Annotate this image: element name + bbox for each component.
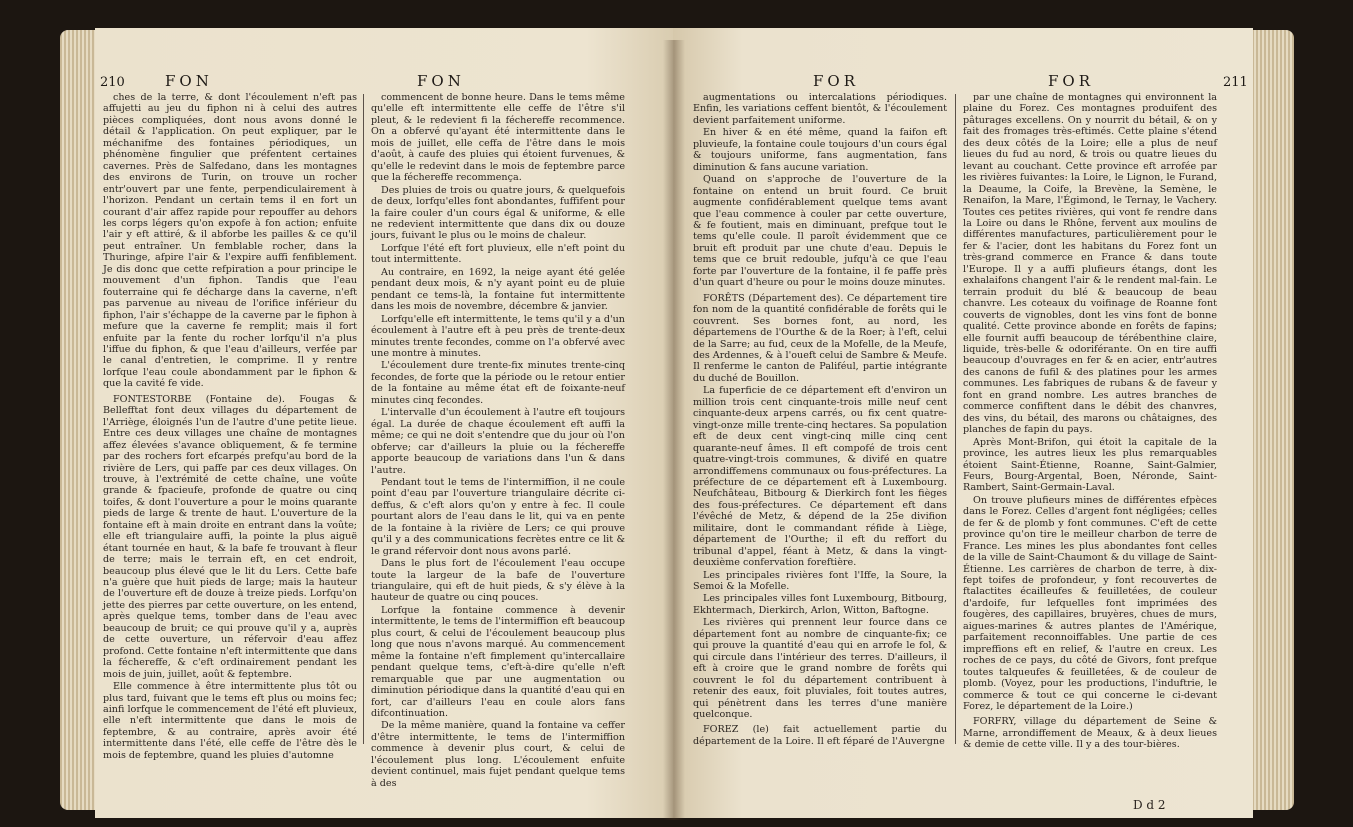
paragraph: L'écoulement dure trente-fix minutes trente-cinq fecondes, de forte que la période ou le retour entier de la fontaine au même état eft de foixante-neuf minutes cinq fecondes. [371,360,625,406]
paragraph: Pendant tout le tems de l'intermiffion, il ne coule point d'eau par l'ouverture triangulaire décrite ci-deffus, & c'eft alors qu'on y entre à fec. Il coule pourtant alors de l'eau dans le lit, qui va en pente de la fontaine à la rivière de Lers; ce qui prouve qu'il y a des communications fecrètes entre ce lit & le grand réfervoir dont nous avons parlé. [371,476,625,557]
paragraph: Lorfque la fontaine commence à devenir intermittente, le tems de l'intermiffion eft beaucoup plus court, & celui de l'écoulement beaucoup plus long que nous n'avons marqué. Au commencement même la fontaine n'eft fimplement qu'intercallaire pendant quelque tems, c'eft-à-dire qu'elle n'eft remarquable que par une augmentation ou diminution périodique dans la quantité d'eau qui en fort, car d'ailleurs l'eau en coule alors fans difcontinuation. [371,604,625,720]
paragraph: Des pluies de trois ou quatre jours, & quelquefois de deux, lorfqu'elles font abondantes, fuffifent pour la faire couler d'un cours égal & uniforme, & elle ne redevient intermittente que dans dix ou douze jours, fuivant le plus ou le moins de chaleur. [371,184,625,242]
paragraph: Les rivières qui prennent leur fource dans ce département font au nombre de cinquante-fix; ce qui prouve la quantité d'eau qui en arrofe le fol, & qui circule dans l'intérieur des terres. D'ailleurs, il eft à croire que le grand nombre de forêts qui couvrent le fol du département contribuent à retenir des eaux, foit pluviales, foit toutes autres, qui pénètrent dans les terres d'une manière quelconque. [693,617,947,721]
paragraph: FOREZ (le) fait actuellement partie du département de la Loire. Il eft féparé de l'Auvergne [693,724,947,747]
paragraph: Les principales rivières font l'Iffe, la Soure, la Semoi & la Mofelle. [693,569,947,593]
paragraph: On trouve plufieurs mines de différentes efpèces dans le Forez. Celles d'argent font négligées; celles de fer & de plomb y font communes. C'eft de cette province qu'on tire le meilleur charbon de terre de France. Les mines les plus abondantes font celles de la ville de Saint-Chaumont & du village de Saint-Étienne. Les carrières de charbon de terre, à dix-fept toifes de profondeur, y font recouvertes de ftalactites écailleufes & feuilletées, de couleur d'ardoife, fur lefquelles font imprimées des fougères, des capillaires, bruyères, chues de murs, aigues-marines & autres plantes de l'Amérique, parfaitement reconnoiffables. Une partie de ces impreffions eft en relief, & l'autre en creux. Les roches de ce pays, du côté de Givors, font prefque toutes talqueufes & feuilletées, & de couleur de plomb. (Voyez, pour les productions, l'induftrie, le commerce & tout ce qui concerne le ci-devant Forez, le département de la Loire.) [963,494,1217,713]
paragraph: FORFRY, village du département de Seine & Marne, arrondiffement de Meaux, & à deux lieues & demie de cette ville. Il y a des tour-bières. [963,716,1217,751]
paragraph: commencent de bonne heure. Dans le tems même qu'elle eft intermittente elle ceffe de l'être s'il pleut, & le redevient fi la féchereffe recommence. On a obfervé qu'ayant été intermittente dans le mois de juillet, elle ceffa de l'être dans le mois d'août, à caufe des pluies qui étoient furvenues, & qu'elle le redevint dans le mois de feptembre parce que la féchereffe recommença. [371,92,625,184]
left-page-number: 210 [100,75,125,90]
paragraph: De la même manière, quand la fontaine va ceffer d'être intermittente, le tems de l'intermiffion commence à devenir plus court, & celui de l'écoulement plus long. L'écoulement enfuite devient continuel, mais fujet pendant quelque tems à des [371,720,625,789]
paragraph: La fuperficie de ce département eft d'environ un million trois cent cinquante-trois mille neuf cent cinquante-deux arpens carrés, ou fix cent quatre-vingt-onze mille trente-cinq hectares. Sa population eft de deux cent vingt-cinq mille cinq cent quarante-neuf âmes. Il eft compofé de trois cent quatre-vingt-trois communes, & divifé en quatre arrondiffemens communaux ou fous-préfectures. La préfecture de ce département eft à Luxembourg. Neufchâteau, Bitbourg & Dierkirch font les fièges des fous-préfectures. Ce département eft dans l'évêché de Metz, & dépend de la 25e divifion militaire, dont le commandant réfide à Liège, département de l'Ourthe; il eft du reffort du tribunal d'appel, féant à Metz, & dans la vingt-deuxième confervation foreftière. [693,385,947,569]
right-page-number: 211 [1223,75,1248,90]
paragraph: ches de la terre, & dont l'écoulement n'eft pas affujetti au jeu du fiphon ni à celui des autres pièces compliquées, dont nous avons donné le détail & l'application. On peut expliquer, par le méchanifme des fontaines périodiques, un phénomène fingulier que préfentent certaines cavernes. Près de Salfedano, dans les montagnes des environs de Turin, on trouve un rocher entr'ouvert par une fente, perpendiculairement à l'horizon. Pendant un certain tems il en fort un courant d'air affez rapide pour repouffer au dehors les corps légers qu'on expofe à fon action; enfuite l'air y eft attiré, & il abforbe les pailles & ce qu'il peut entraîner. Un femblable rocher, dans la Thuringe, afpire l'air & l'expire auffi fenfiblement. Je dis donc que cette refpiration a pour principe le mouvement d'un fiphon. Tandis que l'eau fouterraine qui fe décharge dans la caverne, n'eft pas parvenue au niveau de l'orifice inférieur du fiphon, l'air s'échappe de la caverne par le fiphon à mefure que la caverne fe remplit; mais il fort enfuite par la fente du rocher lorfqu'il n'a plus l'iffue du fiphon, & que l'eau d'ailleurs, verfée par le canal d'entretien, le comprime. Il y rentre lorfque l'eau coule abondamment par le fiphon & que la cavité fe vide. [103,92,357,390]
left-column-2 [371,92,625,790]
paragraph: Lorfque l'été eft fort pluvieux, elle n'eft point du tout intermittente. [371,242,625,266]
paragraph: augmentations ou intercalations périodiques. Enfin, les variations ceffent bientôt, & l'écoulement devient parfaitement uniforme. [693,92,947,126]
paragraph: Lorfqu'elle eft intermittente, le tems qu'il y a d'un écoulement à l'autre eft à peu près de trente-deux minutes trente fecondes, comme on l'a obfervé avec une montre à minutes. [371,313,625,359]
paragraph: FONTESTORBE (Fontaine de). Fougas & Bellefftat font deux villages du département de l'Arriège, éloignés l'un de l'autre d'une petite lieue. Entre ces deux villages une chaîne de montagnes affez élevées s'avance obliquement, & fe termine par des rochers fort efcarpés prefqu'au bord de la rivière de Lers, qui paffe par ces deux villages. On trouve, à l'extrémité de cette chaîne, une voûte grande & fpacieufe, profonde de quatre ou cinq toifes, & dont l'ouverture a pour le moins quarante pieds de large & trente de haut. L'ouverture de la fontaine eft à main droite en entrant dans la voûte; elle eft triangulaire auffi, la pointe la plus aiguë étant tournée en haut, & la bafe fe trouvant à fleur de terre; mais le terrain eft, en cet endroit, beaucoup plus élevé que le lit du Lers. Cette bafe n'a guère que huit pieds de large; mais la hauteur de l'ouverture eft de douze à treize pieds. Lorfqu'on jette des pierres par cette ouverture, on les entend, après quelque tems, tomber dans de l'eau avec beaucoup de bruit; ce qui prouve qu'il y a, auprès de cette ouverture, un réfervoir d'eau affez profond. Cette fontaine n'eft intermittente que dans la féchereffe, & c'eft ordinairement pendant les mois de juin, juillet, août & feptembre. [103,393,357,680]
book-edge-left [60,30,100,810]
right-column-2 [963,92,1217,752]
paragraph: par une chaîne de montagnes qui environnent la plaine du Forez. Ces montagnes produifent des pâturages excellens. On y nourrit du bétail, & on y fait des fromages très-eftimés. Cette plaine s'étend des deux côtés de la Loire; elle a plus de neuf lieues du fud au nord, & trois ou quatre lieues du levant au couchant. Cette province eft arrofée par les rivières fuivantes: la Loire, le Lignon, le Furand, la Deaume, la Coife, la Brevène, la Semène, le Renaifon, la Mare, l'Égimond, le Ternay, le Vachery. Toutes ces petites rivières, qui vont fe rendre dans la Loire ou dans le Rhône, fervent aux moulins de différentes manufactures, particulièrement pour le fer & l'acier, dont les habitans du Forez font un très-grand commerce en France & dans toute l'Europe. Il y a auffi plufieurs étangs, dont les exhalaifons changent l'air & le rendent mal-fain. Le terrain produit du blé & beaucoup de beau chanvre. Les coteaux du voifinage de Roanne font couverts de vignobles, dont les vins font de bonne qualité. Cette province abonde en forêts de fapins; elle fournit auffi beaucoup de térébenthine claire, liquide, très-belle & odoriférante. On en tire auffi beaucoup d'ouvrages en fer & en acier, entr'autres des canons de fufil & des platines pour les armes communes. Les fabriques de rubans & de faveur y font en grand nombre. Les autres branches de commerce confiftent dans le débit des chanvres, des vins, du bétail, des marons ou châtaignes, des planches de fapin du pays. [963,92,1217,436]
right-header-right: FOR [1048,72,1094,90]
paragraph: En hiver & en été même, quand la faifon eft pluvieufe, la fontaine coule toujours d'un cours égal & toujours uniforme, fans augmentation, fans diminution & fans aucune variation. [693,127,947,173]
paragraph: Quand on s'approche de l'ouverture de la fontaine on entend un bruit fourd. Ce bruit augmente confidérablement quelque tems avant que l'eau commence à couler par cette ouverture, & fe foutient, mais en diminuant, prefque tout le tems qu'elle coule. Il paroît évidemment que ce bruit eft produit par une chute d'eau. Depuis le tems que ce bruit redouble, jufqu'à ce que l'eau forte par l'ouverture de la fontaine, il fe paffe près d'un quart d'heure ou pour le moins douze minutes. [693,174,947,289]
left-column-1 [103,92,357,762]
book-gutter [663,40,685,820]
right-column-1 [693,92,947,748]
right-page [673,28,1253,818]
column-divider [955,94,956,744]
signature-mark: D d 2 [1133,798,1166,812]
left-page [95,28,673,818]
paragraph: FORÊTS (Département des). Ce département tire fon nom de la quantité confidérable de forêts qui le couvrent. Ses bornes font, au nord, les départemens de l'Ourthe & de la Roer; à l'eft, celui de la Sarre; au fud, ceux de la Mofelle, de la Meufe, des Ardennes, & à l'oueft celui de Sambre & Meufe. Il renferme le canton de Paliféul, partie intégrante du duché de Bouillon. [693,292,948,384]
paragraph: Dans le plus fort de l'écoulement l'eau occupe toute la largeur de la bafe de l'ouverture triangulaire, qui eft de huit pieds, & s'y élève à la hauteur de quatre ou cinq pouces. [371,558,625,604]
paragraph: Elle commence à être intermittente plus tôt ou plus tard, fuivant que le tems eft plus ou moins fec; ainfi lorfque le commencement de l'été eft pluvieux, elle n'eft intermittente que dans le mois de feptembre, & au contraire, après avoir été intermittente dans l'été, elle ceffe de l'être dès le mois de feptembre, quand les pluies d'automne [103,681,357,761]
paragraph: Après Mont-Brifon, qui étoit la capitale de la province, les autres lieux les plus remarquables étoient Saint-Étienne, Roanne, Saint-Galmier, Feurs, Bourg-Argental, Boen, Néronde, Saint-Rambert, Saint-Germain-Laval. [963,436,1217,494]
left-header-right: FON [417,72,465,90]
left-header-left: FON [165,72,213,90]
paragraph: Les principales villes font Luxembourg, Bitbourg, Ekhtermach, Dierkirch, Arlon, Witton, Baftogne. [693,593,947,616]
column-divider [363,94,364,744]
paragraph: L'intervalle d'un écoulement à l'autre eft toujours égal. La durée de chaque écoulement eft auffi la même; ce qui ne doit s'entendre que du jour où l'on obferve; car d'ailleurs la pluie ou la féchereffe apporte beaucoup de variations dans l'un & dans l'autre. [371,407,625,476]
paragraph: Au contraire, en 1692, la neige ayant été gelée pendant deux mois, & n'y ayant point eu de pluie pendant ce tems-là, la fontaine fut intermittente dans les mois de novembre, décembre & janvier. [371,266,625,313]
right-header-left: FOR [813,72,859,90]
book-edge-right [1250,30,1294,810]
